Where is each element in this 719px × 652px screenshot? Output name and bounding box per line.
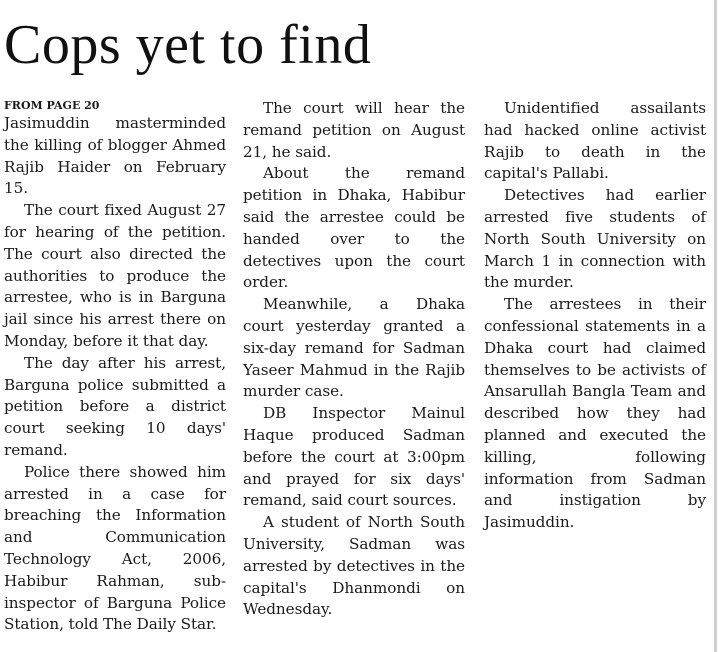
continuation-kicker: FROM PAGE 20 xyxy=(4,99,100,112)
paragraph-11: Detectives had earlier arrested five students of North South University on March 1 in connection with the murder. xyxy=(484,186,706,292)
paragraph-10: Unidentified assailants had hacked online activist Rajib to death in the capital's Pallabi. xyxy=(484,99,706,183)
paragraph-3: The day after his arrest, Barguna police submitted a petition before a district court seeking 10 days' remand. xyxy=(4,353,226,459)
page-edge-rule xyxy=(714,0,717,652)
paragraph-8: DB Inspector Mainul Haque produced Sadman before the court at 3:00pm and prayed for six days' remand, said court sources. xyxy=(243,404,465,510)
paragraph-7: Meanwhile, a Dhaka court yesterday granted a six-day remand for Sadman Yaseer Mahmud in the Rajib murder case. xyxy=(243,295,465,401)
article-column-2 xyxy=(243,98,465,621)
article-column-1 xyxy=(4,98,226,636)
paragraph-6: About the remand petition in Dhaka, Habibur said the arrestee could be handed over to the detectives upon the court order. xyxy=(243,164,465,292)
article-column-3 xyxy=(484,98,706,534)
paragraph-12: The arrestees in their confessional statements in a Dhaka court had claimed themselves to be activists of Ansarullah Bangla Team and described how they had planned and executed the killing, following information from Sadman and instigation by Jasimuddin. xyxy=(484,295,706,532)
paragraph-5: The court will hear the remand petition on August 21, he said. xyxy=(243,99,465,161)
paragraph-1: Jasimuddin masterminded the killing of blogger Ahmed Rajib Haider on February 15. xyxy=(4,114,226,198)
paragraph-4: Police there showed him arrested in a case for breaching the Information and Communication Technology Act, 2006, Habibur Rahman, sub-inspector of Barguna Police Station, told The Daily Star. xyxy=(4,462,226,634)
article-headline: Cops yet to find xyxy=(4,14,372,76)
paragraph-9: A student of North South University, Sadman was arrested by detectives in the capital's Dhanmondi on Wednesday. xyxy=(243,513,465,619)
paragraph-2: The court fixed August 27 for hearing of the petition. The court also directed the authorities to produce the arrestee, who is in Barguna jail since his arrest there on Monday, before it that day. xyxy=(4,201,226,350)
